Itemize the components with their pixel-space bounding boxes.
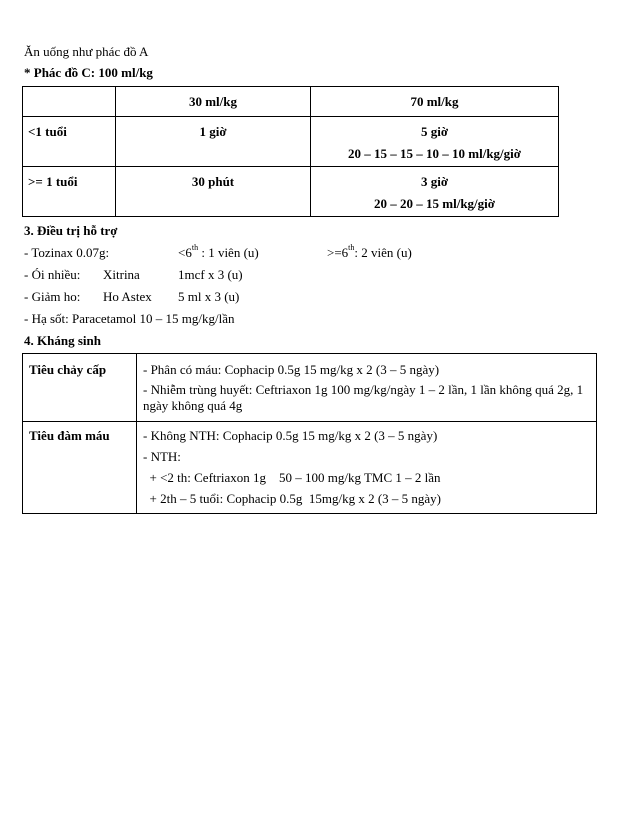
- age-cell: >= 1 tuổi: [23, 167, 116, 217]
- dose30-cell: 30 phút: [116, 167, 311, 217]
- treatment-cell: - Phân có máu: Cophacip 0.5g 15 mg/kg x 2 (3 – 5 ngày) - Nhiễm trùng huyết: Ceftriaxon 1g 100 mg/kg/ngày 1 – 2 lần, 1 lần không quá 2g, 1 ngày không quá 4g: [137, 354, 597, 422]
- tozinax-dose-over6: >=6th: 2 viên (u): [327, 243, 412, 260]
- antibiotic-table: [22, 353, 597, 514]
- table-row: [23, 167, 559, 217]
- vomit-dose: 1mcf x 3 (u): [178, 267, 243, 282]
- vomit-drug: Xitrina: [103, 267, 140, 282]
- header-cell-70: 70 ml/kg: [311, 87, 559, 117]
- cough-drug: Ho Astex: [103, 289, 152, 304]
- age-cell: <1 tuổi: [23, 117, 116, 167]
- header-cell-empty: [23, 87, 116, 117]
- condition-cell: Tiêu chảy cấp: [23, 354, 137, 422]
- table-row: [23, 117, 559, 167]
- support-title: 3. Điều trị hỗ trợ: [24, 223, 118, 238]
- table-row: [23, 422, 597, 514]
- regimen-c-title: * Phác đồ C: 100 ml/kg: [24, 65, 153, 80]
- dose30-cell: 1 giờ: [116, 117, 311, 167]
- treatment-cell: - Không NTH: Cophacip 0.5g 15 mg/kg x 2 (3 – 5 ngày) - NTH: + <2 th: Ceftriaxon 1g 50 – 100 mg/kg TMC 1 – 2 lần + 2th – 5 tuổi: Cophacip 0.5g 15mg/kg x 2 (3 – 5 ngày): [137, 422, 597, 514]
- antibiotic-title: 4. Kháng sinh: [24, 333, 101, 348]
- condition-cell: Tiêu đàm máu: [23, 422, 137, 514]
- cough-dose: 5 ml x 3 (u): [178, 289, 240, 304]
- table-row: [23, 354, 597, 422]
- dose70-cell: 3 giờ 20 – 20 – 15 ml/kg/giờ: [311, 167, 559, 217]
- dose70-cell: 5 giờ 20 – 15 – 15 – 10 – 10 ml/kg/giờ: [311, 117, 559, 167]
- fever-line: - Hạ sốt: Paracetamol 10 – 15 mg/kg/lần: [24, 311, 235, 326]
- cough-label: - Giảm ho:: [24, 289, 81, 304]
- tozinax-dose-under6: <6th : 1 viên (u): [178, 243, 259, 260]
- header-cell-30: 30 ml/kg: [116, 87, 311, 117]
- tozinax-label: - Tozinax 0.07g:: [24, 245, 110, 260]
- table-header-row: [23, 87, 559, 117]
- regimen-c-table: [22, 86, 559, 217]
- vomit-label: - Ói nhiều:: [24, 267, 81, 282]
- intro-line: Ăn uống như phác đồ A: [24, 44, 149, 59]
